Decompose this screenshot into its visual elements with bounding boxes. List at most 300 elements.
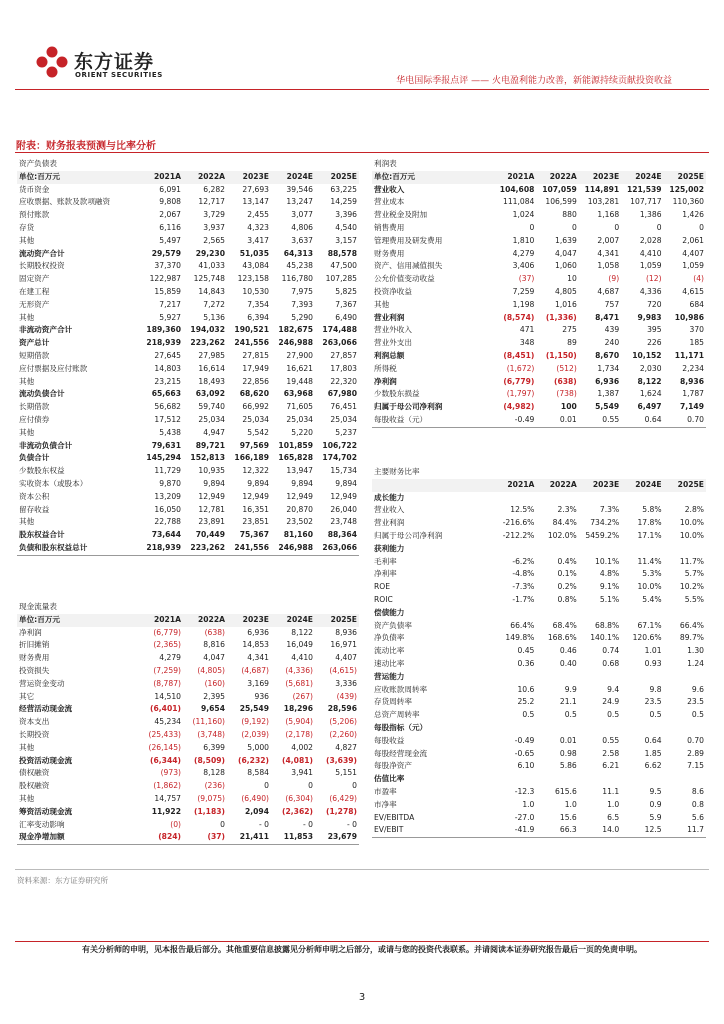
value-cell: 1.0 <box>607 799 620 809</box>
value-cell: 18,296 <box>283 704 313 714</box>
table-row <box>372 184 706 197</box>
value-cell: 1,639 <box>555 235 577 245</box>
table-row <box>372 645 706 658</box>
value-cell: 12,949 <box>330 491 357 501</box>
value-cell: 10 <box>567 274 577 284</box>
value-cell: (26,145) <box>148 742 181 752</box>
value-cell: 5,927 <box>159 312 181 322</box>
value-cell: -7.3% <box>512 582 535 592</box>
table-row <box>17 665 359 678</box>
table-title-row <box>372 466 706 479</box>
table-row <box>372 324 706 337</box>
header-divider <box>15 89 709 90</box>
column-header: 2021A <box>139 614 183 627</box>
value-cell: -4.8% <box>512 569 535 579</box>
value-cell: 25,549 <box>239 704 269 714</box>
value-cell: 226 <box>647 338 662 348</box>
value-cell: (37) <box>518 274 535 284</box>
value-cell: 5.86 <box>559 761 577 771</box>
value-cell: 8,122 <box>637 376 662 386</box>
row-label: 少数股东权益 <box>19 466 65 476</box>
row-label: 其他 <box>19 427 35 437</box>
value-cell: 757 <box>604 299 620 309</box>
value-cell: 2.89 <box>687 748 704 758</box>
value-cell: 0.74 <box>602 646 620 656</box>
row-label: 所得税 <box>374 363 397 373</box>
value-cell: 168.6% <box>547 633 577 643</box>
value-cell: 24.9 <box>602 697 620 707</box>
value-cell: 27,815 <box>242 350 269 360</box>
value-cell: 10.0% <box>679 530 704 540</box>
value-cell: 11,171 <box>674 350 704 360</box>
value-cell: 122,987 <box>149 274 181 284</box>
value-cell: (3,639) <box>326 755 357 765</box>
value-cell: (12) <box>645 274 662 284</box>
value-cell: 0.40 <box>559 658 577 668</box>
value-cell: 1,058 <box>597 261 620 271</box>
value-cell: 14,843 <box>198 286 225 296</box>
table-row <box>372 824 706 837</box>
value-cell: (2,362) <box>282 806 313 816</box>
value-cell: 5,825 <box>335 286 357 296</box>
value-cell: 2,028 <box>639 235 662 245</box>
value-cell: 370 <box>689 325 704 335</box>
value-cell: 6.5 <box>607 812 620 822</box>
value-cell: 13,247 <box>286 197 313 207</box>
value-cell: 66.4% <box>510 620 535 630</box>
value-cell: 1,059 <box>682 261 704 271</box>
row-label: 资产、信用减值损失 <box>374 261 443 271</box>
value-cell: 0.1% <box>557 569 577 579</box>
column-header: 2023E <box>227 171 271 184</box>
value-cell: 10,530 <box>242 286 269 296</box>
empty-cell <box>621 543 663 556</box>
value-cell: (7,259) <box>153 665 181 675</box>
value-cell: 246,988 <box>278 338 313 348</box>
value-cell: 0 <box>220 819 225 829</box>
value-cell: 17.1% <box>637 530 662 540</box>
column-header: 2021A <box>494 171 536 184</box>
value-cell: 63,968 <box>283 389 313 399</box>
row-label: 应付票据及应付账款 <box>19 363 88 373</box>
value-cell: (2,039) <box>241 729 269 739</box>
value-cell: 4,323 <box>247 222 269 232</box>
row-label: 负债合计 <box>19 453 50 463</box>
value-cell: 27,900 <box>286 350 313 360</box>
row-label: 债权融资 <box>19 768 50 778</box>
value-cell: 10.6 <box>517 684 535 694</box>
value-cell: 9,894 <box>203 478 225 488</box>
value-cell: 63,225 <box>330 184 357 194</box>
value-cell: 5,542 <box>247 427 269 437</box>
value-cell: 9,983 <box>637 312 662 322</box>
value-cell: 223,262 <box>183 542 227 555</box>
value-cell: 14.0 <box>579 824 621 837</box>
column-header: 2024E <box>621 171 663 184</box>
value-cell: 8,122 <box>291 627 313 637</box>
row-label: 总资产周转率 <box>374 710 420 720</box>
value-cell: 7.15 <box>687 761 704 771</box>
value-cell: 5.8% <box>642 505 662 515</box>
value-cell: 5.9 <box>649 812 662 822</box>
value-cell: 1,198 <box>512 299 535 309</box>
value-cell: (9,192) <box>241 717 269 727</box>
value-cell: 27,693 <box>242 184 269 194</box>
value-cell: 0 <box>529 222 535 232</box>
value-cell: (4,805) <box>197 665 225 675</box>
empty-cell <box>494 607 536 620</box>
value-cell: 59,740 <box>198 402 225 412</box>
value-cell: 27,857 <box>330 350 357 360</box>
column-header: 2024E <box>271 171 315 184</box>
value-cell: 5,136 <box>203 312 225 322</box>
row-label: 长期借款 <box>19 402 50 412</box>
empty-cell <box>494 722 536 735</box>
value-cell: 9,894 <box>247 478 269 488</box>
value-cell: 0.8% <box>557 594 577 604</box>
value-cell: -0.49 <box>514 735 535 745</box>
value-cell: 89,721 <box>195 440 225 450</box>
value-cell: 4.8% <box>599 569 620 579</box>
value-cell: 6,497 <box>637 402 662 412</box>
value-cell: 70,449 <box>195 530 225 540</box>
value-cell: 5.1% <box>599 594 620 604</box>
value-cell: 2,565 <box>203 235 225 245</box>
section-row <box>372 543 706 556</box>
value-cell: 68.8% <box>595 620 620 630</box>
value-cell: 97,569 <box>239 440 269 450</box>
value-cell: (6,232) <box>238 755 269 765</box>
row-label: 营业利润 <box>374 312 405 322</box>
column-header: 2024E <box>271 614 315 627</box>
value-cell: 116,780 <box>281 274 313 284</box>
value-cell: (1,183) <box>194 806 225 816</box>
row-label: 投资损失 <box>19 665 50 675</box>
value-cell: 0 <box>308 781 313 791</box>
page-number: 3 <box>358 992 366 1003</box>
row-label: 长期投资 <box>19 729 50 739</box>
column-header: 2025E <box>664 171 706 184</box>
value-cell: (1,797) <box>506 389 535 399</box>
value-cell: 13,147 <box>242 197 269 207</box>
row-label: 无形资产 <box>19 299 50 309</box>
table-row <box>17 388 359 401</box>
table-row <box>372 658 706 671</box>
value-cell: 12,949 <box>198 491 225 501</box>
value-cell: 25,034 <box>330 414 357 424</box>
value-cell: 2,007 <box>597 235 620 245</box>
table-row <box>372 363 706 376</box>
value-cell: 9.5 <box>649 786 662 796</box>
value-cell: 5,549 <box>595 402 620 412</box>
value-cell: 6.62 <box>644 761 662 771</box>
row-label: 获利能力 <box>374 543 405 553</box>
value-cell: 2,061 <box>682 235 704 245</box>
value-cell: (5,904) <box>285 717 313 727</box>
empty-cell <box>621 492 663 505</box>
value-cell: 0 <box>614 222 620 232</box>
value-cell: 0.01 <box>536 414 578 427</box>
table-row <box>17 793 359 806</box>
value-cell: 185 <box>689 338 704 348</box>
value-cell: 0.55 <box>602 735 620 745</box>
column-header: 2022A <box>536 171 578 184</box>
value-cell: 23,851 <box>242 517 269 527</box>
value-cell: 10.0% <box>679 518 704 528</box>
row-label: 在建工程 <box>19 286 50 296</box>
unit-label: 单位:百万元 <box>372 171 494 184</box>
cash-flow-table <box>17 601 359 845</box>
unit-label <box>372 479 494 492</box>
value-cell: 5,497 <box>159 235 181 245</box>
table-row <box>17 184 359 197</box>
empty-cell <box>536 722 578 735</box>
value-cell: 23,215 <box>154 376 181 386</box>
row-label: 财务费用 <box>374 248 405 258</box>
value-cell: 20,870 <box>286 504 313 514</box>
value-cell: 12,781 <box>198 504 225 514</box>
row-label: 营业外支出 <box>374 338 412 348</box>
table-row <box>17 504 359 517</box>
row-label: 归属于母公司净利润 <box>374 402 443 412</box>
value-cell: 12,322 <box>242 466 269 476</box>
table-row <box>372 235 706 248</box>
value-cell: (8,509) <box>194 755 225 765</box>
value-cell: 4,407 <box>335 653 357 663</box>
table-row <box>17 831 359 844</box>
value-cell: 3,406 <box>512 261 535 271</box>
value-cell: 1,168 <box>597 210 620 220</box>
column-header: 2022A <box>536 479 578 492</box>
empty-cell <box>664 607 706 620</box>
value-cell: -0.49 <box>494 414 536 427</box>
value-cell: (25,433) <box>148 729 181 739</box>
table-row <box>372 517 706 530</box>
value-cell: - 0 <box>303 819 313 829</box>
table-row <box>372 337 706 350</box>
value-cell: 263,066 <box>315 542 359 555</box>
value-cell: 125,748 <box>193 274 225 284</box>
value-cell: (6,429) <box>329 793 357 803</box>
table-row <box>17 209 359 222</box>
value-cell: 12,717 <box>198 197 225 207</box>
table-row <box>17 299 359 312</box>
table-row <box>372 388 706 401</box>
table-title: 现金流量表 <box>19 602 57 611</box>
table-header-row <box>17 171 359 184</box>
row-label: 市净率 <box>374 799 397 809</box>
value-cell: 1,810 <box>512 235 535 245</box>
value-cell: 10.0% <box>637 582 662 592</box>
value-cell: 1.0 <box>564 799 577 809</box>
column-header: 2023E <box>579 171 621 184</box>
table-row <box>17 491 359 504</box>
value-cell: 27,985 <box>198 350 225 360</box>
empty-cell <box>621 773 663 786</box>
value-cell: 25.2 <box>517 697 535 707</box>
value-cell: 0 <box>264 781 269 791</box>
table-row <box>17 691 359 704</box>
value-cell: 1,787 <box>682 389 704 399</box>
value-cell: 7,149 <box>679 402 704 412</box>
value-cell: (267) <box>292 691 313 701</box>
value-cell: 11.7 <box>664 824 706 837</box>
table-row <box>17 286 359 299</box>
value-cell: 26,040 <box>330 504 357 514</box>
row-label: 营业利润 <box>374 518 405 528</box>
value-cell: (824) <box>139 831 183 844</box>
table-row <box>372 684 706 697</box>
column-header: 2022A <box>183 614 227 627</box>
value-cell: 11,922 <box>151 806 181 816</box>
value-cell: 14,853 <box>242 640 269 650</box>
value-cell: 182,675 <box>278 325 313 335</box>
value-cell: 14,803 <box>154 363 181 373</box>
value-cell: (6,344) <box>150 755 181 765</box>
row-label: 其他 <box>19 312 35 322</box>
table-row <box>17 235 359 248</box>
value-cell: 0.36 <box>517 658 535 668</box>
value-cell: 9,654 <box>200 704 225 714</box>
table-row <box>17 819 359 832</box>
value-cell: - 0 <box>259 819 269 829</box>
value-cell: 0.93 <box>644 658 662 668</box>
value-cell: 0.5 <box>691 710 704 720</box>
balance-sheet-table <box>17 158 359 556</box>
value-cell: 9,870 <box>159 478 181 488</box>
value-cell: 25,034 <box>286 414 313 424</box>
row-label: 流动比率 <box>374 646 405 656</box>
value-cell: 63,092 <box>195 389 225 399</box>
value-cell: 9,894 <box>291 478 313 488</box>
column-header: 2023E <box>227 614 271 627</box>
value-cell: (1,150) <box>545 350 577 360</box>
table-row <box>17 363 359 376</box>
value-cell: 12.5 <box>621 824 663 837</box>
value-cell: 4,047 <box>203 653 225 663</box>
table-row <box>17 639 359 652</box>
value-cell: 29,579 <box>151 248 181 258</box>
table-row <box>17 427 359 440</box>
value-cell: 0.45 <box>517 646 535 656</box>
value-cell: 14,757 <box>154 793 181 803</box>
value-cell: 0.70 <box>687 735 704 745</box>
value-cell: 11.1 <box>602 786 620 796</box>
empty-cell <box>664 671 706 684</box>
value-cell: 51,035 <box>239 248 269 258</box>
value-cell: 1,024 <box>512 210 535 220</box>
value-cell: 11,729 <box>154 466 181 476</box>
row-label: 营业外收入 <box>374 325 412 335</box>
table-row <box>372 299 706 312</box>
value-cell: 7,259 <box>512 286 535 296</box>
column-header: 2025E <box>315 614 359 627</box>
table-row <box>17 452 359 465</box>
value-cell: 17.8% <box>637 518 662 528</box>
value-cell: 8,936 <box>335 627 357 637</box>
value-cell: 2.58 <box>602 748 620 758</box>
column-header: 2021A <box>139 171 183 184</box>
value-cell: 7,393 <box>291 299 313 309</box>
value-cell: 3,396 <box>335 210 357 220</box>
value-cell: 240 <box>604 338 620 348</box>
value-cell: 880 <box>562 210 577 220</box>
value-cell: 56,682 <box>154 402 181 412</box>
value-cell: (160) <box>204 678 225 688</box>
value-cell: 0.5 <box>649 710 662 720</box>
value-cell: 5.6 <box>691 812 704 822</box>
value-cell: 10.1% <box>595 556 620 566</box>
value-cell: 7,354 <box>247 299 269 309</box>
table-row <box>17 401 359 414</box>
value-cell: 165,828 <box>278 453 313 463</box>
value-cell: 6.21 <box>602 761 620 771</box>
empty-cell <box>579 671 621 684</box>
table-row <box>372 273 706 286</box>
value-cell: -0.65 <box>514 748 535 758</box>
table-row <box>372 312 706 325</box>
value-cell: 22,788 <box>154 517 181 527</box>
value-cell: 3,729 <box>203 210 225 220</box>
row-label: 汇率变动影响 <box>19 819 65 829</box>
table-row <box>372 581 706 594</box>
value-cell: 3,637 <box>291 235 313 245</box>
table-row <box>17 260 359 273</box>
table-row <box>372 632 706 645</box>
value-cell: 348 <box>519 338 535 348</box>
value-cell: 45,234 <box>154 717 181 727</box>
row-label: 每股净资产 <box>374 761 412 771</box>
value-cell: 5,290 <box>291 312 313 322</box>
value-cell: 8.6 <box>691 786 704 796</box>
value-cell: (738) <box>556 389 577 399</box>
value-cell: 23,502 <box>286 517 313 527</box>
value-cell: 15,734 <box>330 466 357 476</box>
table-header-row <box>17 614 359 627</box>
row-label: 流动负债合计 <box>19 389 65 399</box>
value-cell: 263,066 <box>322 338 357 348</box>
column-header: 2023E <box>579 479 621 492</box>
value-cell: 0.01 <box>559 735 577 745</box>
value-cell: 16,621 <box>286 363 313 373</box>
value-cell: 615.6 <box>555 786 577 796</box>
table-row <box>17 652 359 665</box>
value-cell: 107,059 <box>542 184 577 194</box>
value-cell: 25,034 <box>242 414 269 424</box>
value-cell: (5,206) <box>329 717 357 727</box>
value-cell: 23,891 <box>198 517 225 527</box>
row-label: EV/EBIT <box>372 824 494 837</box>
row-label: 营业税金及附加 <box>374 210 428 220</box>
empty-cell <box>536 543 578 556</box>
table-row <box>372 760 706 773</box>
table-row <box>17 729 359 742</box>
value-cell: 0.5 <box>607 710 620 720</box>
value-cell: 5,151 <box>335 768 357 778</box>
value-cell: (37) <box>183 831 227 844</box>
table-row <box>17 806 359 819</box>
value-cell: 0.9 <box>649 799 662 809</box>
table-title: 利润表 <box>374 159 397 168</box>
table-row <box>17 312 359 325</box>
section-row <box>372 671 706 684</box>
value-cell: 76,451 <box>330 402 357 412</box>
row-label: 营业收入 <box>374 184 405 194</box>
value-cell: 9.8 <box>649 684 662 694</box>
value-cell: 5459.2% <box>585 530 620 540</box>
value-cell: 2,067 <box>159 210 181 220</box>
value-cell: 22,320 <box>330 376 357 386</box>
